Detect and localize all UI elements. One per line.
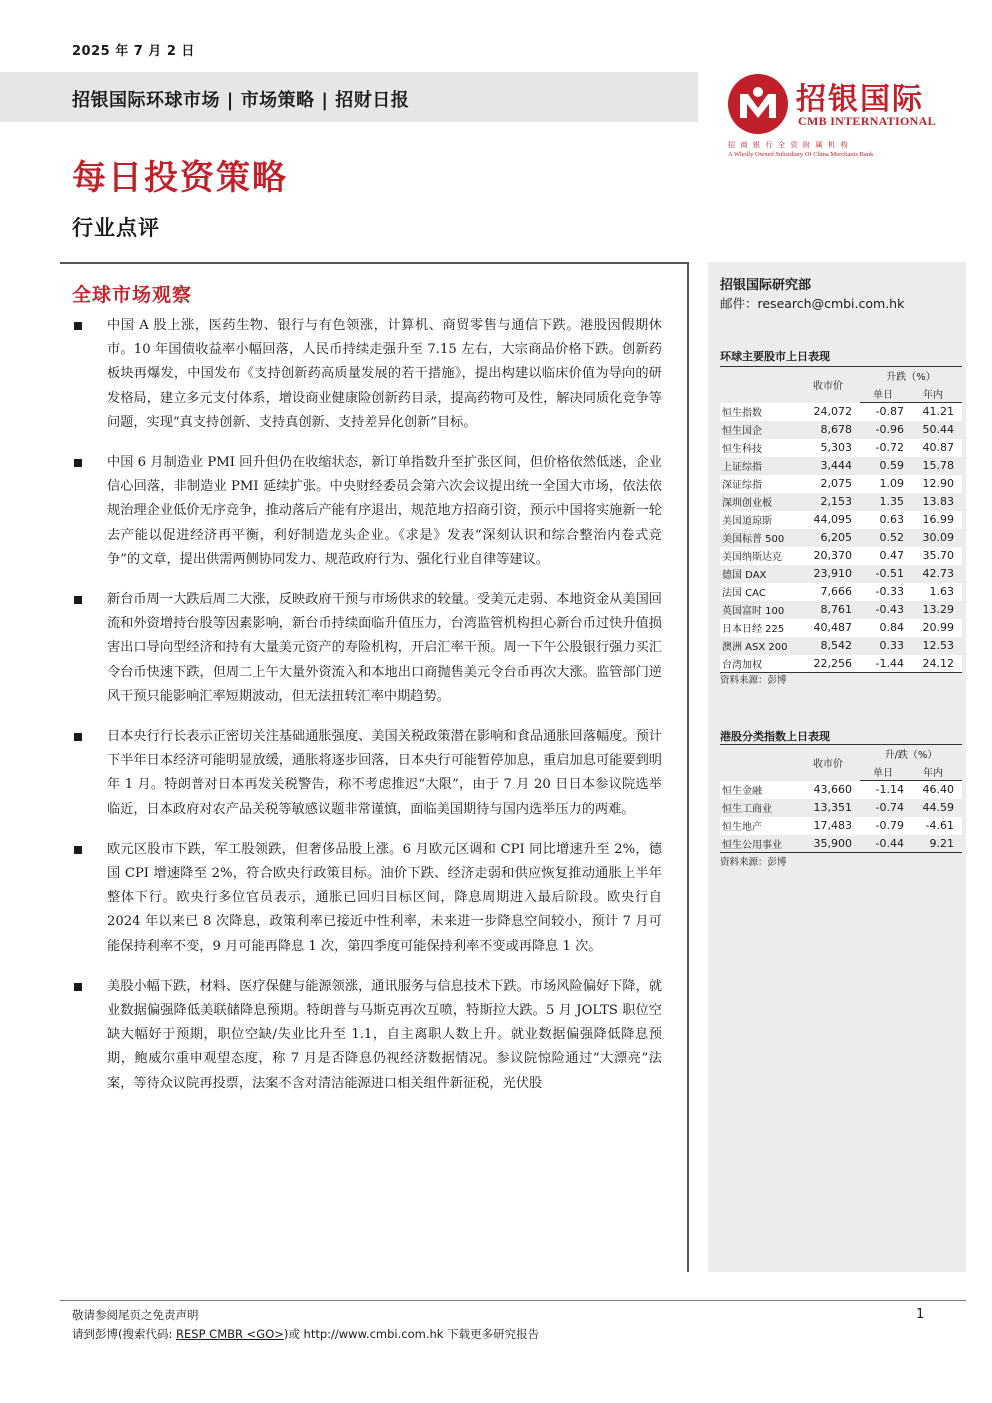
table1-cell-day: 0.59: [860, 457, 910, 475]
table1-cell-ytd: 40.87: [910, 439, 962, 457]
table1-cell-name: 恒生指数: [720, 403, 802, 421]
hk-sector-table: [720, 744, 962, 853]
bullet-square-icon: [74, 596, 82, 604]
table1-cell-name: 恒生国企: [720, 421, 802, 439]
table1-cell-day: 1.35: [860, 493, 910, 511]
logo-en: CMB INTERNATIONAL: [798, 114, 936, 128]
table1-cell-day: 1.09: [860, 475, 910, 493]
bullet-square-icon: [74, 459, 82, 467]
table1-cell-day: -0.43: [860, 601, 910, 619]
table1-cell-ytd: 12.90: [910, 475, 962, 493]
table1-cell-name: 深圳创业板: [720, 493, 802, 511]
bullet-item: [72, 975, 662, 1096]
table2-cell-name: 恒生金融: [720, 781, 802, 799]
bullet-square-icon: [74, 846, 82, 854]
header-band: [0, 72, 698, 122]
table2-cell-close: 43,660: [802, 781, 860, 799]
table1-row: [720, 547, 962, 565]
table2-source: 资料来源：彭博: [720, 857, 787, 868]
bullet-text: 美股小幅下跌，材料、医疗保健与能源领涨，通讯服务与信息技术下跌。市场风险偏好下降，就业数据偏强降低美联储降息预期。特朗普与马斯克再次互喷，特斯拉大跌。5 月 JOLTS 职位空缺大幅好于预期，职位空缺/失业比升至 1.1，自主离职人数上升。就业数据偏强降低降息预期，鲍威尔重申观望态度，称 7 月是否降息仍视经济数据情况。参议院惊险通过“大漂亮”法案，等待众议院再投票，法案不含对清洁能源进口相关组件新征税，光伏股: [107, 978, 662, 1091]
sidebar-email[interactable]: 邮件：research@cmbi.com.hk: [720, 296, 905, 311]
table1-row: [720, 511, 962, 529]
table2-body: [720, 781, 962, 853]
table1-row: [720, 421, 962, 439]
section-title: 全球市场观察: [72, 284, 193, 306]
table1-cell-ytd: 24.12: [910, 655, 962, 673]
bullet-item: [72, 838, 662, 959]
bullet-item: [72, 725, 662, 822]
table1-source: 资料来源：彭博: [720, 675, 787, 686]
table1-cell-name: 法国 CAC: [720, 583, 802, 601]
divider-vertical: [687, 262, 689, 1272]
table2-cell-ytd: 46.40: [910, 781, 962, 799]
table2-row: [720, 817, 962, 835]
table1-col-close: 收市价: [802, 367, 860, 403]
logo-sub-en: A Wholly Owned Subsidiary Of China Merchants Bank: [728, 151, 874, 158]
table2-title: 港股分类指数上日表现: [720, 730, 830, 743]
table1-cell-close: 8,542: [802, 637, 860, 655]
header-band-text: 招银国际环球市场 | 市场策略 | 招财日报: [72, 90, 410, 111]
table1-row: [720, 637, 962, 655]
table1-cell-ytd: 20.99: [910, 619, 962, 637]
table1-cell-name: 澳洲 ASX 200: [720, 637, 802, 655]
logo-cn: 招银国际: [796, 82, 924, 117]
table2-cell-close: 13,351: [802, 799, 860, 817]
table1-row: [720, 457, 962, 475]
bullet-text: 欧元区股市下跌，军工股领跌，但奢侈品股上涨。6 月欧元区调和 CPI 同比增速升至 2%，德国 CPI 增速降至 2%，符合欧央行政策目标。油价下跌、经济走弱和供应恢复推动通胀上半年整体下行。欧央行多位官员表示，通胀已回归目标区间，降息周期进入最后阶段。欧央行自 2024 年以来已 8 次降息，政策利率已接近中性利率，未来进一步降息空间较小，预计 7 月可能保持利率不变，9 月可能再降息 1 次，第四季度可能保持利率不变或再降息 1 次。: [107, 841, 662, 954]
table1-cell-name: 台湾加权: [720, 655, 802, 673]
table1-cell-name: 美国道琼斯: [720, 511, 802, 529]
table1-row: [720, 439, 962, 457]
table2-col-close: 收市价: [802, 745, 860, 781]
table1-cell-ytd: 12.53: [910, 637, 962, 655]
table1-row: [720, 655, 962, 673]
table1-row: [720, 529, 962, 547]
table1-cell-name: 英国富时 100: [720, 601, 802, 619]
table2-header-row: [720, 745, 962, 763]
bullet-text: 日本央行行长表示正密切关注基础通胀强度、美国关税政策潜在影响和食品通胀回落幅度。预计下半年日本经济可能明显放缓，通胀将逐步回落，日本央行可能暂停加息，重启加息可能要到明年 1 月。特朗普对日本再发关税警告，称不考虑推迟“大限”，由于 7 月 20 日日本参议院选举临近，日本政府对农产品关税等敏感议题非常谨慎，面临美国期待与国内选举压力的两难。: [107, 729, 662, 817]
table1-cell-close: 3,444: [802, 457, 860, 475]
table2-col-ytd: 年内: [910, 763, 962, 781]
table1-row: [720, 493, 962, 511]
table1-cell-day: -0.87: [860, 403, 910, 421]
table1-cell-day: -0.72: [860, 439, 910, 457]
global-markets-table: [720, 366, 962, 673]
table1-cell-close: 24,072: [802, 403, 860, 421]
logo-sub-cn: 招商银行全资附属机构: [728, 141, 853, 149]
table1-cell-ytd: 35.70: [910, 547, 962, 565]
table2-row: [720, 781, 962, 799]
sidebar-org: 招银国际研究部: [720, 278, 812, 293]
table1-cell-name: 上证综指: [720, 457, 802, 475]
table1-cell-close: 7,666: [802, 583, 860, 601]
table1-cell-name: 日本日经 225: [720, 619, 802, 637]
table1-cell-close: 40,487: [802, 619, 860, 637]
table1-cell-close: 5,303: [802, 439, 860, 457]
bullet-text: 中国 A 股上涨，医药生物、银行与有色领涨，计算机、商贸零售与通信下跌。港股因假期休市。10 年国债收益率小幅回落，人民币持续走强升至 7.15 左右，大宗商品价格下跌。创新药板块再爆发，中国发布《支持创新药高质量发展的若干措施》，提出构建以临床价值为导向的研发格局，建立多元支付体系，增设商业健康险创新药目录，提高药物可及性，解决同质化竞争等问题，实现“真支持创新、支持真创新、支持差异化创新”目标。: [107, 318, 662, 430]
table1-title: 环球主要股市上日表现: [720, 350, 830, 363]
table2-cell-ytd: 9.21: [910, 835, 962, 853]
table1-cell-day: 0.33: [860, 637, 910, 655]
table1-cell-ytd: 13.83: [910, 493, 962, 511]
bullet-square-icon: [74, 983, 82, 991]
table1-cell-day: 0.52: [860, 529, 910, 547]
table2-row: [720, 799, 962, 817]
bloomberg-code-link[interactable]: RESP CMBR <GO>: [176, 1327, 284, 1341]
cmbi-logo: [726, 70, 966, 165]
table2-cell-day: -0.44: [860, 835, 910, 853]
table2-cell-name: 恒生工商业: [720, 799, 802, 817]
table1-cell-day: 0.47: [860, 547, 910, 565]
table1-cell-day: 0.84: [860, 619, 910, 637]
table1-header-row: [720, 367, 962, 385]
footer-text-a: 请到彭博(搜索代码:: [72, 1327, 177, 1341]
table1-cell-name: 恒生科技: [720, 439, 802, 457]
table1-cell-ytd: 30.09: [910, 529, 962, 547]
table1-cell-close: 8,761: [802, 601, 860, 619]
table1-col-ytd: 年内: [910, 385, 962, 403]
table2-cell-day: -1.14: [860, 781, 910, 799]
table1-cell-name: 深证综指: [720, 475, 802, 493]
page-number: 1: [916, 1307, 925, 1322]
table2-cell-name: 恒生地产: [720, 817, 802, 835]
table2-row: [720, 835, 962, 853]
table1-row: [720, 475, 962, 493]
table1-cell-ytd: 50.44: [910, 421, 962, 439]
report-date: 2025 年 7 月 2 日: [72, 44, 195, 59]
table2-cell-name: 恒生公用事业: [720, 835, 802, 853]
footer-disclaimer: 敬请参阅尾页之免责声明: [72, 1308, 199, 1322]
table1-cell-name: 美国纳斯达克: [720, 547, 802, 565]
table1-cell-ytd: 16.99: [910, 511, 962, 529]
table1-cell-ytd: 1.63: [910, 583, 962, 601]
bullet-list: [72, 314, 662, 1112]
table2-cell-close: 35,900: [802, 835, 860, 853]
table1-cell-close: 2,075: [802, 475, 860, 493]
bullet-square-icon: [74, 733, 82, 741]
bullet-square-icon: [74, 322, 82, 330]
table1-cell-day: -1.44: [860, 655, 910, 673]
table1-row: [720, 619, 962, 637]
table1-cell-ytd: 13.29: [910, 601, 962, 619]
table1-cell-ytd: 41.21: [910, 403, 962, 421]
table1-col-change: 升跌（%）: [860, 367, 962, 385]
cmbi-logo-icon: [726, 72, 790, 136]
table1-body: [720, 403, 962, 673]
bullet-item: [72, 588, 662, 709]
divider-top: [60, 262, 688, 264]
table1-row: [720, 403, 962, 421]
table1-cell-day: -0.51: [860, 565, 910, 583]
table1-cell-close: 6,205: [802, 529, 860, 547]
footer-download-note: [72, 1326, 539, 1342]
table1-col-day: 单日: [860, 385, 910, 403]
table2-cell-ytd: 44.59: [910, 799, 962, 817]
table1-row: [720, 601, 962, 619]
table1-row: [720, 583, 962, 601]
table1-cell-day: -0.96: [860, 421, 910, 439]
table1-cell-close: 20,370: [802, 547, 860, 565]
table1-cell-ytd: 15.78: [910, 457, 962, 475]
table1-cell-close: 44,095: [802, 511, 860, 529]
table2-cell-day: -0.74: [860, 799, 910, 817]
bullet-text: 新台币周一大跌后周二大涨，反映政府干预与市场供求的较量。受美元走弱、本地资金从美国回流和外资增持台股等因素影响，新台币持续面临升值压力，台湾监管机构担心新台币过快升值损害出口导向型经济和持有大量美元资产的寿险机构，开启汇率干预。周一下午公股银行强力买汇令台币快速下跌，但周二上午大量外资流入和本地出口商抛售美元令台币再次大涨。监管部门逆风干预只能影响汇率短期波动，但无法扭转汇率中期趋势。: [107, 592, 662, 704]
table2-cell-close: 17,483: [802, 817, 860, 835]
table1-cell-day: 0.63: [860, 511, 910, 529]
table1-cell-ytd: 42.73: [910, 565, 962, 583]
table2-col-change: 升/跌（%）: [860, 745, 962, 763]
bullet-text: 中国 6 月制造业 PMI 回升但仍在收缩状态，新订单指数升至扩张区间，但价格依然低迷，企业信心回落，非制造业 PMI 延续扩张。中央财经委员会第六次会议提出统一全国大市场，依法依规治理企业低价无序竞争，推动落后产能有序退出，规范地方招商引资，预示中国将实施新一轮去产能以促进经济再平衡，利好制造龙头企业。《求是》发表“深刻认识和综合整治内卷式竞争”的文章，提出供需两侧协同发力、规范政府行为、强化行业自律等建议。: [107, 455, 662, 567]
table1-cell-close: 2,153: [802, 493, 860, 511]
table1-cell-close: 8,678: [802, 421, 860, 439]
table1-cell-close: 22,256: [802, 655, 860, 673]
sidebar: [708, 262, 966, 1272]
table2-col-day: 单日: [860, 763, 910, 781]
page-subtitle: 行业点评: [72, 215, 160, 240]
table1-row: [720, 565, 962, 583]
table1-cell-close: 23,910: [802, 565, 860, 583]
bullet-item: [72, 451, 662, 572]
table1-cell-day: -0.33: [860, 583, 910, 601]
bullet-item: [72, 314, 662, 435]
footer-divider: [60, 1300, 966, 1301]
table1-cell-name: 德国 DAX: [720, 565, 802, 583]
footer-text-b: )或 http://www.cmbi.com.hk 下载更多研究报告: [283, 1327, 540, 1341]
table2-cell-day: -0.79: [860, 817, 910, 835]
table2-cell-ytd: -4.61: [910, 817, 962, 835]
table1-cell-name: 美国标普 500: [720, 529, 802, 547]
page-title: 每日投资策略: [72, 158, 288, 198]
